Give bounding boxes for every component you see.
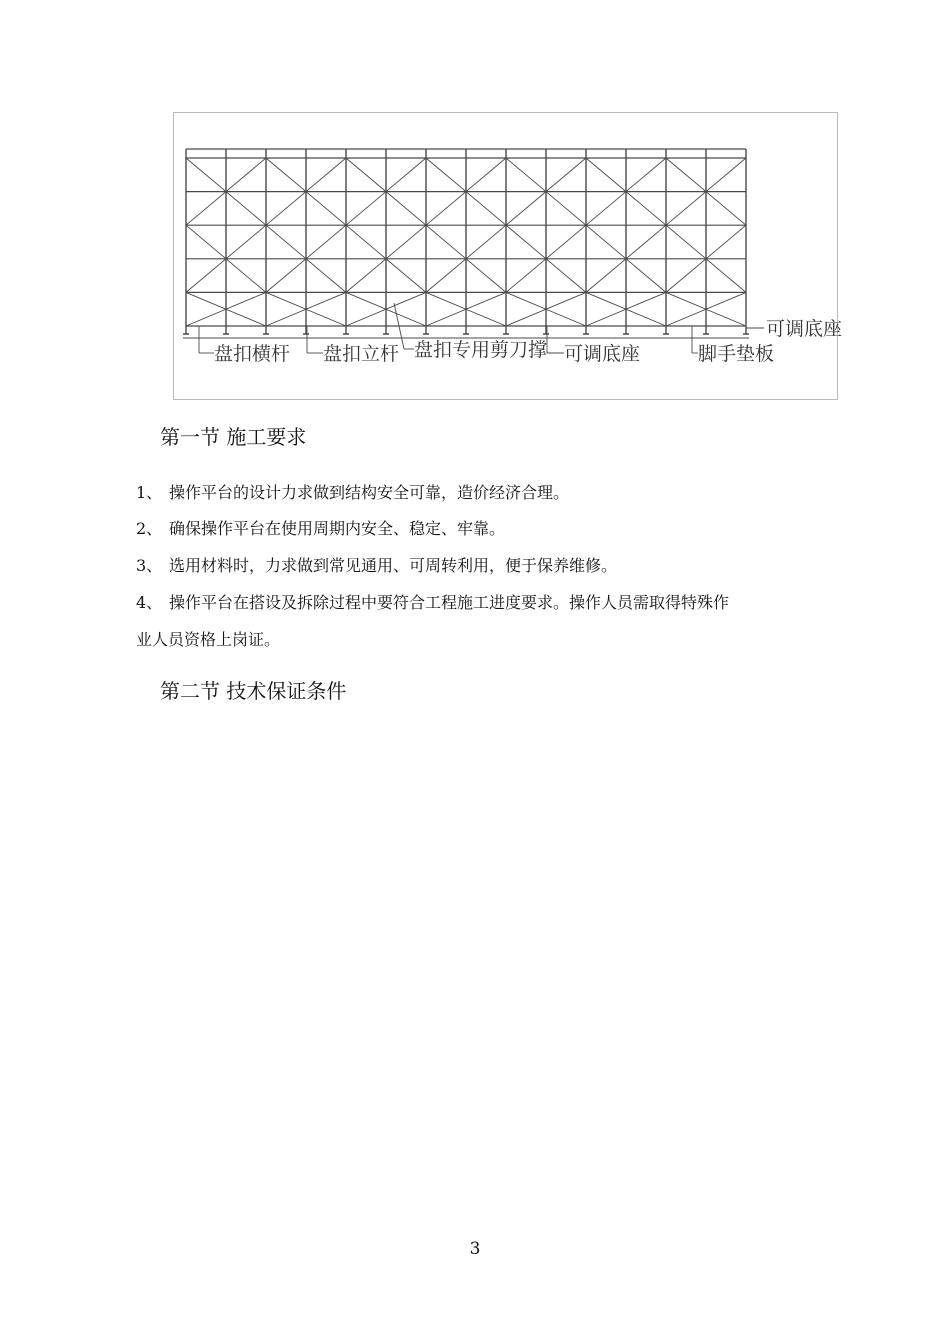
section-heading-construction-requirements: 第一节 施工要求 bbox=[160, 425, 307, 449]
list-item-text: 选用材料时，力求做到常见通用、可周转利用，便于保养维修。 bbox=[169, 556, 618, 575]
page-number: 3 bbox=[469, 1239, 481, 1259]
label-adjustable-base: 可调底座 bbox=[564, 343, 641, 365]
list-item-number: 2、 bbox=[136, 519, 163, 538]
label-adjustable-base-right: 可调底座 bbox=[766, 318, 843, 340]
label-ledger: 盘扣横杆 bbox=[214, 343, 291, 365]
list-item-number: 4、 bbox=[136, 593, 163, 612]
list-item-text: 操作平台的设计力求做到结构安全可靠，造价经济合理。 bbox=[169, 483, 570, 502]
label-sole-board: 脚手垫板 bbox=[698, 343, 775, 365]
label-scissor-brace: 盘扣专用剪刀撑 bbox=[414, 339, 548, 361]
list-item-number: 3、 bbox=[136, 556, 163, 575]
list-item bbox=[136, 521, 505, 537]
list-item bbox=[136, 485, 569, 501]
list-item bbox=[136, 558, 617, 574]
list-item-continuation: 业人员资格上岗证。 bbox=[136, 630, 281, 649]
section-heading-technical-guarantee: 第二节 技术保证条件 bbox=[160, 679, 347, 703]
label-standard: 盘扣立杆 bbox=[323, 343, 400, 365]
list-item-text: 确保操作平台在使用周期内安全、稳定、牢靠。 bbox=[169, 519, 506, 538]
list-item-number: 1、 bbox=[136, 483, 163, 502]
scaffold-diagram-figure bbox=[173, 112, 843, 400]
list-item bbox=[136, 595, 729, 611]
list-item-text: 操作平台在搭设及拆除过程中要符合工程施工进度要求。操作人员需取得特殊作 bbox=[169, 593, 730, 612]
